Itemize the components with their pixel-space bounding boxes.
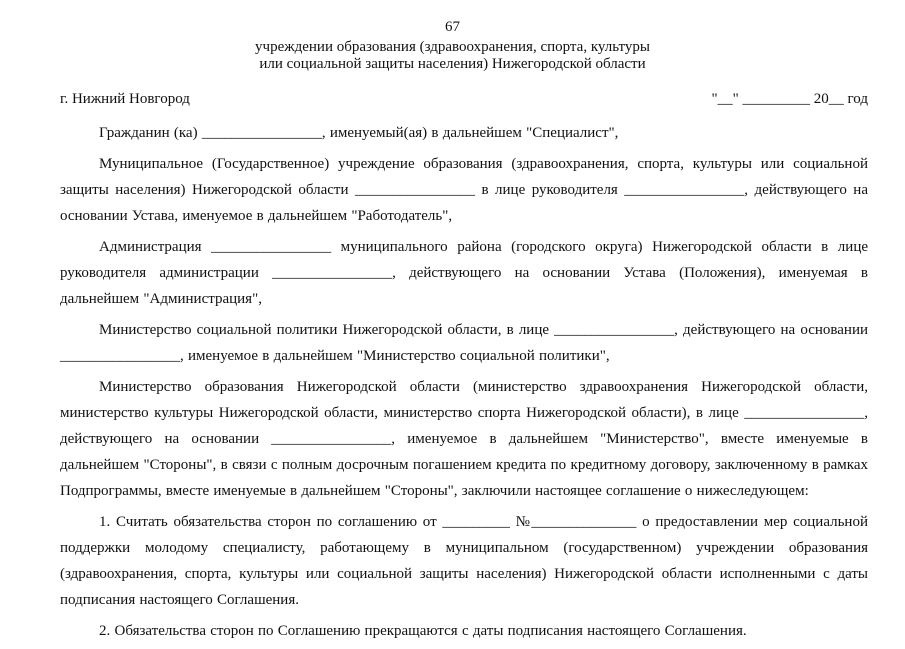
agreement-body [60, 120, 868, 649]
page-number: 67 [445, 19, 460, 35]
header-line-2: или социальной защиты населения) Нижегородской области [259, 56, 646, 72]
paragraph-parties-administration: Администрация ________________ муниципального района (городского округа) Нижегородской области в лице руководителя администрации ________________, действующего на основании Устава (Положения), именуемая в дальнейшем "Администрация", [60, 239, 868, 307]
header-line-1: учреждении образования (здравоохранения, спорта, культуры [255, 39, 650, 55]
city-name: г. Нижний Новгород [60, 91, 190, 107]
paragraph-clause-2: 2. Обязательства сторон по Соглашению прекращаются с даты подписания настоящего Соглашения. [99, 623, 747, 639]
paragraph-clause-1: 1. Считать обязательства сторон по соглашению от _________ №______________ о предоставлении мер социальной поддержки молодому специалисту, работающему в муниципальном (государственном) учреждении образования (здравоохранения, спорта, культуры или социальной защиты населения) Нижегородской области исполненными с даты подписания настоящего Соглашения. [60, 514, 868, 608]
paragraph-parties-employer: Муниципальное (Государственное) учреждение образования (здравоохранения, спорта, культуры или социальной защиты населения) Нижегородской области ________________ в лице руководителя ________________, действующего на основании Устава, именуемое в дальнейшем "Работодатель", [60, 156, 868, 224]
date-line: "__" _________ 20__ год [711, 91, 868, 107]
paragraph-parties-specialist: Гражданин (ка) ________________, именуемый(ая) в дальнейшем "Специалист", [99, 125, 619, 141]
paragraph-parties-ministry: Министерство образования Нижегородской области (министерство здравоохранения Нижегородской области, министерство культуры Нижегородской области, министерство спорта Нижегородской области), в лице ________________, действующего на основании ________________, именуемое в дальнейшем "Министерство", вместе именуемые в дальнейшем "Стороны", в связи с полным досрочным погашением кредита по кредитному договору, заключенному в рамках Подпрограммы, вместе именуемые в дальнейшем "Стороны", заключили настоящее соглашение о нижеследующем: [60, 379, 868, 499]
paragraph-parties-social-ministry: Министерство социальной политики Нижегородской области, в лице ________________, действующего на основании ________________, именуемое в дальнейшем "Министерство социальной политики", [60, 322, 868, 364]
